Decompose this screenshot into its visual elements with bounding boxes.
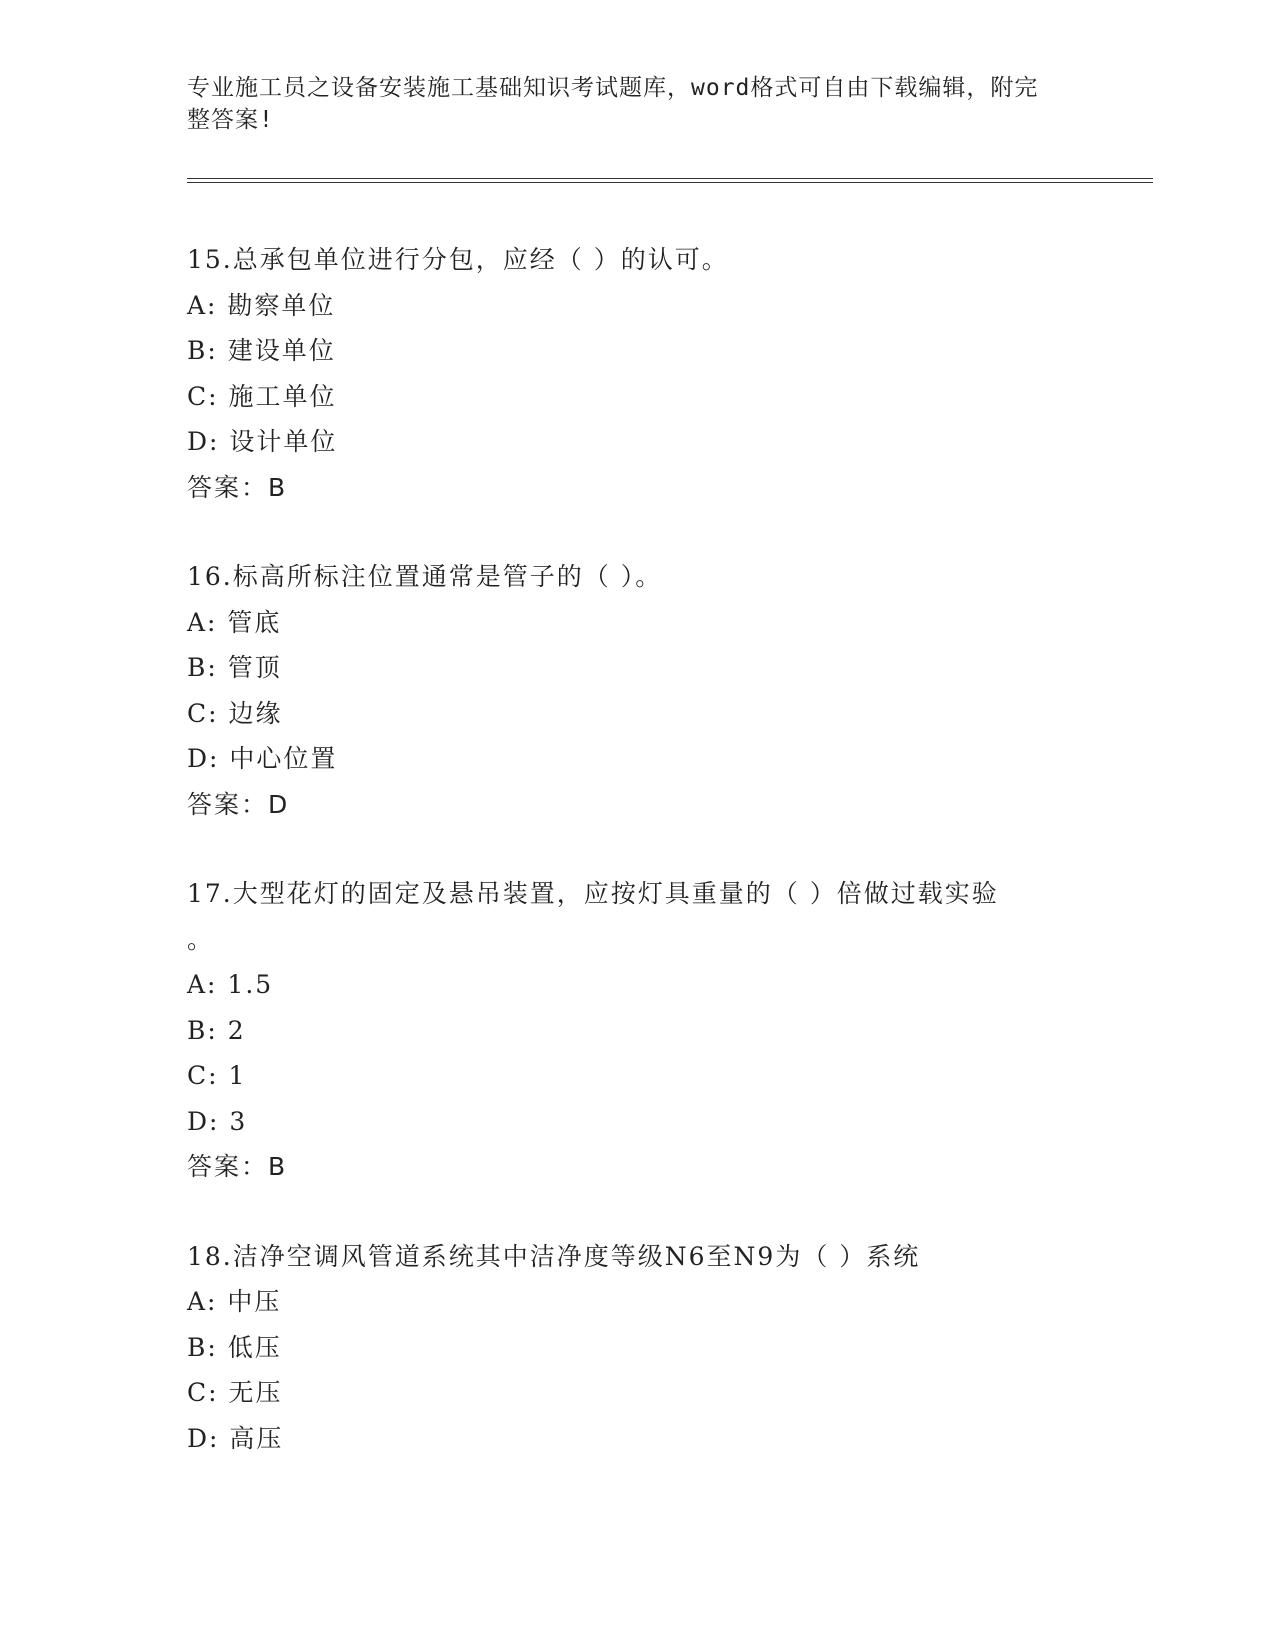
question-17 xyxy=(187,871,1087,1190)
question-list xyxy=(187,237,1087,1505)
option-d: D: 中心位置 xyxy=(187,744,338,773)
option-a: A: 1.5 xyxy=(187,970,274,999)
option-d: D: 高压 xyxy=(187,1423,284,1453)
header-line-2: 整答案! xyxy=(187,107,274,133)
option-a: A: 管底 xyxy=(187,607,282,637)
option-a: A: 中压 xyxy=(187,1287,282,1316)
option-b: B: 低压 xyxy=(187,1332,282,1362)
option-d: D: 3 xyxy=(187,1106,248,1136)
option-b: B: 建设单位 xyxy=(187,336,336,365)
option-b: B: 2 xyxy=(187,1015,246,1045)
answer-text: 答案：D xyxy=(187,789,290,819)
question-stem: 16.标高所标注位置通常是管子的（ ）。 xyxy=(187,562,663,591)
question-stem: 17.大型花灯的固定及悬吊装置，应按灯具重量的（ ）倍做过载实验 xyxy=(187,879,999,908)
header-divider-top xyxy=(187,178,1153,179)
header-divider-bottom xyxy=(187,182,1153,183)
document-header xyxy=(187,72,1087,136)
question-stem-continuation: 。 xyxy=(187,924,215,954)
question-16 xyxy=(187,554,1087,827)
option-b: B: 管顶 xyxy=(187,653,282,682)
question-15 xyxy=(187,237,1087,510)
answer-text: 答案：B xyxy=(187,472,288,502)
question-stem: 18.洁净空调风管道系统其中洁净度等级N6至N9为（ ）系统 xyxy=(187,1241,921,1271)
option-c: C: 施工单位 xyxy=(187,381,337,411)
option-c: C: 无压 xyxy=(187,1378,283,1407)
question-stem: 15.总承包单位进行分包，应经（ ）的认可。 xyxy=(187,245,729,274)
answer-text: 答案：B xyxy=(187,1152,288,1181)
option-a: A: 勘察单位 xyxy=(187,290,336,320)
question-18 xyxy=(187,1234,1087,1462)
header-line-1: 专业施工员之设备安装施工基础知识考试题库，word格式可自由下载编辑，附完 xyxy=(187,75,1039,101)
option-c: C: 边缘 xyxy=(187,698,283,728)
option-c: C: 1 xyxy=(187,1061,247,1090)
option-d: D: 设计单位 xyxy=(187,427,338,456)
